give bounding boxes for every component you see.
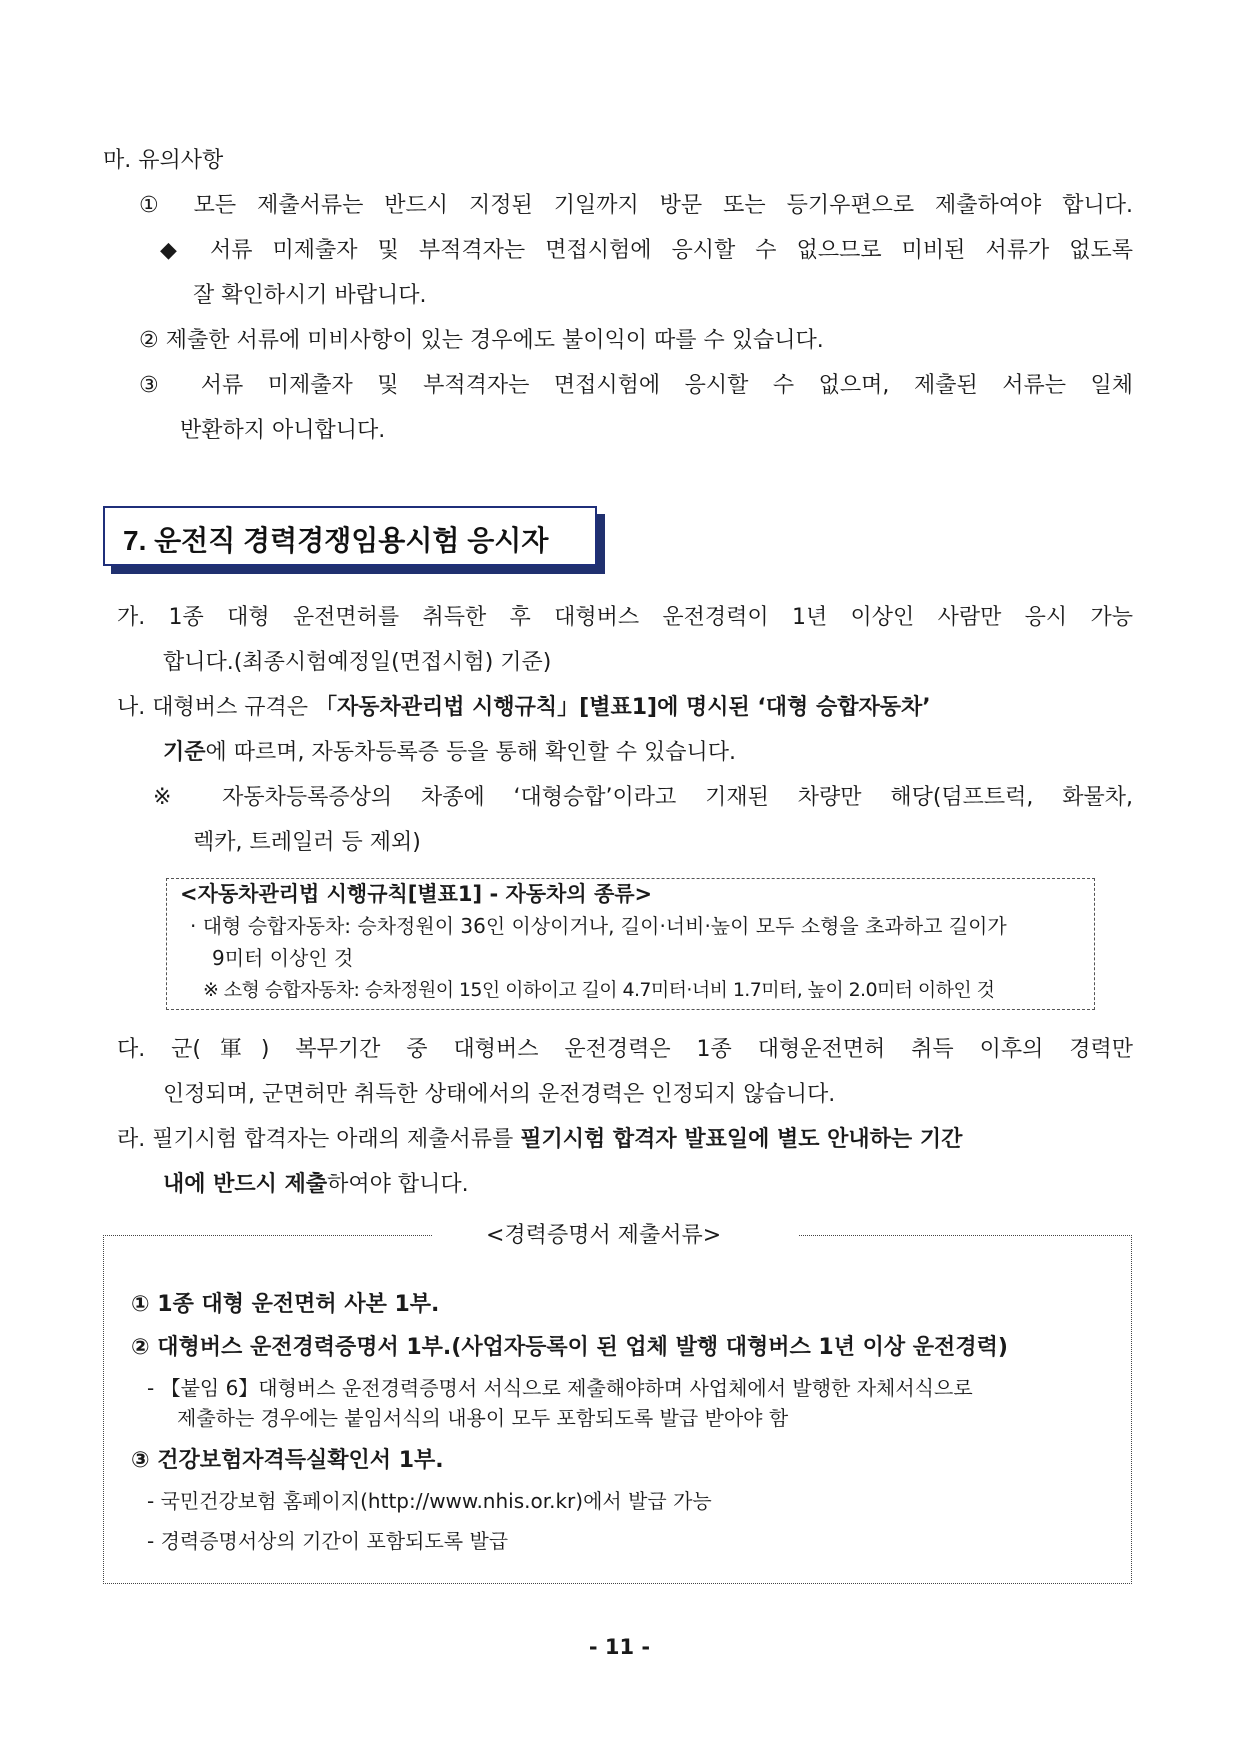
item-ra-line-2-bold: 내에 반드시 제출 [163,1172,328,1197]
regulation-box-line-1: · 대형 승합자동차: 승차정원이 36인 이상이거나, 길이·너비·높이 모두 소형을 초과하고 길이가 [190,914,1007,938]
documents-item-3-sub-1: - 국민건강보험 홈페이지(http://www.nhis.or.kr)에서 발급 가능 [147,1489,712,1513]
item-na-line-2-bold: 기준 [163,740,206,765]
section-7-heading-box [103,506,597,566]
documents-item-3: ③ 건강보험자격득실확인서 1부. [131,1448,444,1473]
notes-item-1-sub-line-1: ◆ 서류 미제출자 및 부적격자는 면접시험에 응시할 수 없으므로 미비된 서류가 없도록 [160,238,1133,263]
regulation-box-line-3: ※ 소형 승합자동차: 승차정원이 15인 이하이고 길이 4.7미터·너비 1.7미터, 높이 2.0미터 이하인 것 [203,979,995,1001]
notes-item-3-line-2: 반환하지 아니합니다. [180,418,386,443]
documents-item-2: ② 대형버스 운전경력증명서 1부.(사업자등록이 된 업체 발행 대형버스 1년 이상 운전경력) [131,1335,1008,1360]
item-ga-line-2: 합니다.(최종시험예정일(면접시험) 기준) [163,650,552,675]
notes-heading: 마. 유의사항 [103,148,224,173]
documents-item-1: ① 1종 대형 운전면허 사본 1부. [131,1292,440,1317]
item-ra-line-1-text: 라. 필기시험 합격자는 아래의 제출서류를 [117,1127,521,1152]
item-ra-line-2-text: 하여야 합니다. [327,1172,469,1197]
item-na-note-line-2: 렉카, 트레일러 등 제외) [193,830,421,855]
notes-item-3-line-1: ③ 서류 미제출자 및 부적격자는 면접시험에 응시할 수 없으며, 제출된 서류는 일체 [139,373,1133,398]
notes-item-1: ① 모든 제출서류는 반드시 지정된 기일까지 방문 또는 등기우편으로 제출하여야 합니다. [139,193,1133,218]
item-na-line-1 [117,693,1133,723]
item-ra-line-2 [163,1170,469,1200]
notes-item-2: ② 제출한 서류에 미비사항이 있는 경우에도 불이익이 따를 수 있습니다. [139,328,824,353]
item-na-line-1-bold: 「자동차관리법 시행규칙」[별표1]에 명시된 ‘대형 승합자동차’ [315,695,931,720]
documents-item-2-sub-line-1: - 【붙임 6】대형버스 운전경력증명서 서식으로 제출해야하며 사업체에서 발행한 자체서식으로 [147,1376,973,1400]
item-ra-line-1 [117,1125,962,1155]
item-da-line-1: 다. 군(軍) 복무기간 중 대형버스 운전경력은 1종 대형운전면허 취득 이후의 경력만 [117,1037,1133,1062]
page-number: - 11 - [588,1635,651,1659]
item-ga-line-1: 가. 1종 대형 운전면허를 취득한 후 대형버스 운전경력이 1년 이상인 사람만 응시 가능 [117,605,1133,630]
item-na-line-2-text: 에 따르며, 자동차등록증 등을 통해 확인할 수 있습니다. [205,740,736,765]
item-na-line-2 [163,738,736,768]
documents-box-title: <경력증명서 제출서류> [486,1223,722,1248]
section-7-title: 7. 운전직 경력경쟁임용시험 응시자 [123,525,549,556]
documents-item-2-sub-line-2: 제출하는 경우에는 붙임서식의 내용이 모두 포함되도록 발급 받아야 함 [177,1406,789,1430]
item-na-note-line-1: ※ 자동차등록증상의 차종에 ‘대형승합’이라고 기재된 차량만 해당(덤프트럭, 화물차, [153,785,1133,810]
regulation-box-title: <자동차관리법 시행규칙[별표1] - 자동차의 종류> [180,882,653,906]
documents-item-3-sub-2: - 경력증명서상의 기간이 포함되도록 발급 [147,1529,509,1553]
regulation-box-line-2: 9미터 이상인 것 [212,946,354,970]
item-ra-line-1-bold: 필기시험 합격자 발표일에 별도 안내하는 기간 [520,1127,963,1152]
item-da-line-2: 인정되며, 군면허만 취득한 상태에서의 운전경력은 인정되지 않습니다. [163,1082,836,1107]
notes-item-1-sub-line-2: 잘 확인하시기 바랍니다. [193,283,427,308]
item-na-line-1-text: 나. 대형버스 규격은 [117,695,315,720]
